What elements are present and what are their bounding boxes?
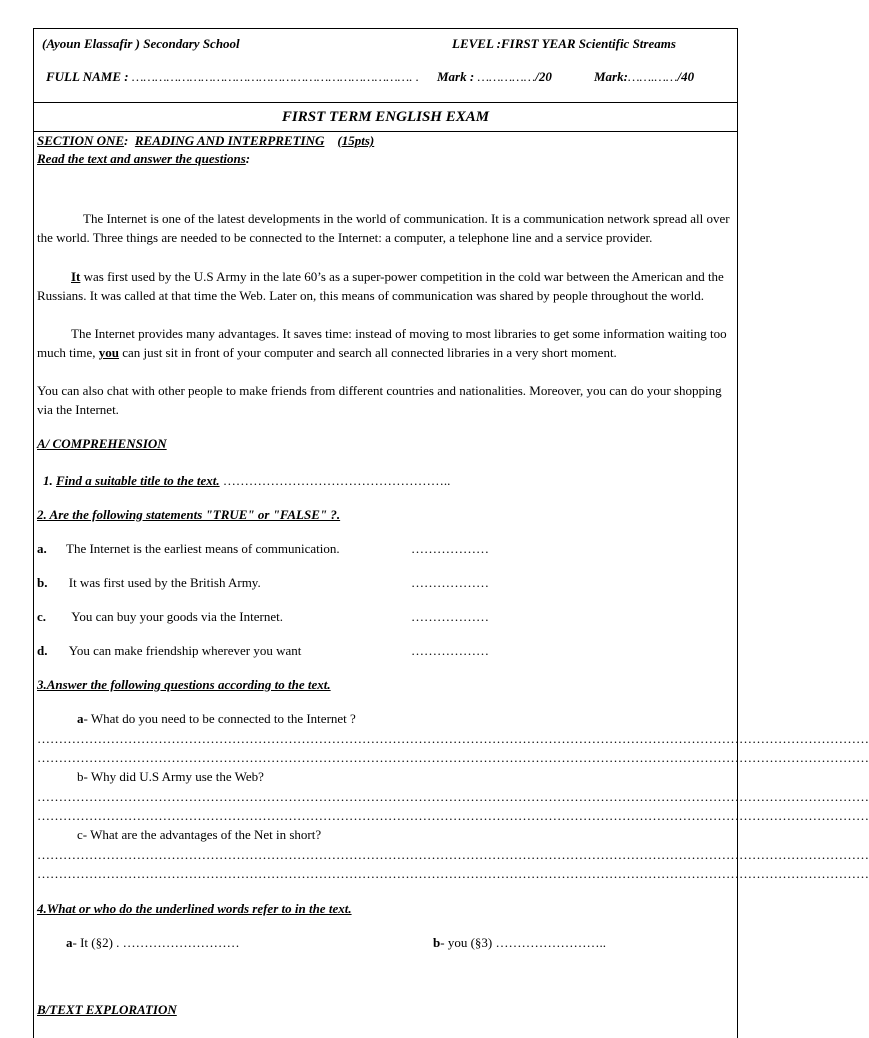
- paragraph-3-rest: can just sit in front of your computer and search all connected libraries in a very short moment.: [118, 345, 617, 360]
- section-one-label: SECTION ONE: [37, 133, 125, 148]
- section-one-name: READING AND INTERPRETING: [134, 133, 325, 148]
- level-info: LEVEL :FIRST YEAR Scientific Streams: [452, 36, 676, 51]
- statement-c: [37, 609, 283, 625]
- mark-20-label: Mark :: [437, 69, 475, 84]
- statement-b: [37, 575, 261, 591]
- question-3c: c- What are the advantages of the Net in short?: [77, 827, 322, 842]
- paragraph-3-start: The Internet provides many advantages. It saves time: instead of moving to most libraries to get some information waiting too much time,: [37, 326, 727, 360]
- question-3a-text: - What do you need to be connected to the Internet ?: [83, 711, 356, 726]
- exam-title: FIRST TERM ENGLISH EXAM: [281, 109, 490, 125]
- text-paragraph-2: [37, 267, 732, 305]
- instruction-colon: :: [245, 151, 251, 166]
- answer-line-3b-2[interactable]: …………………………………………………………………………………………………………………………………………………………………………: [37, 808, 869, 823]
- underlined-word-it: It: [71, 269, 81, 284]
- section-one-points: (15pts): [337, 133, 375, 148]
- answer-line-3a-2[interactable]: …………………………………………………………………………………………………………………………………………………………………………: [37, 750, 869, 765]
- question-1-number: 1.: [43, 473, 53, 488]
- statement-b-letter: b.: [37, 575, 48, 590]
- mark-20-total: /20: [535, 69, 552, 84]
- reference-a-letter: a: [66, 935, 73, 950]
- statement-b-answer[interactable]: ………………: [411, 575, 489, 590]
- statement-a-letter: a.: [37, 541, 47, 556]
- exam-title-bar: [34, 103, 737, 132]
- mark-40-label: Mark:: [594, 69, 628, 84]
- underlined-word-you: you: [98, 345, 119, 360]
- paragraph-2-text: was first used by the U.S Army in the late 60’s as a super-power competition in the cold war between the American and the Russians. It was called at that time the Web. Later on, this means of communication was shared by people throughout the world.: [37, 269, 724, 303]
- text-exploration-heading: B/TEXT EXPLORATION: [37, 1002, 177, 1017]
- question-4: 4.What or who do the underlined words refer to in the text.: [37, 901, 352, 916]
- question-2: 2. Are the following statements "TRUE" or "FALSE" ?.: [37, 507, 341, 522]
- question-1-text: Find a suitable title to the text.: [56, 473, 220, 488]
- instruction: [37, 151, 250, 167]
- statement-c-answer[interactable]: ………………: [411, 609, 489, 624]
- mark-40-field: [594, 69, 694, 85]
- instruction-text: Read the text and answer the questions: [37, 151, 246, 166]
- answer-line-3c-2[interactable]: …………………………………………………………………………………………………………………………………………………………………………: [37, 866, 869, 881]
- mark-40-total: /40: [677, 69, 695, 84]
- statement-d: [37, 643, 301, 659]
- statement-c-letter: c.: [37, 609, 47, 624]
- text-paragraph-3: [37, 324, 732, 362]
- question-3a: [77, 711, 356, 727]
- statement-a-text: The Internet is the earliest means of communication.: [66, 541, 340, 556]
- paragraph-1-text: The Internet is one of the latest developments in the world of communication. It is a communication network spread all over the world. Three things are needed to be connected to the Internet: a computer, a telephone line and a service provider.: [37, 211, 730, 245]
- reference-a: [66, 935, 240, 951]
- statement-a: [37, 541, 340, 557]
- statement-d-letter: d.: [37, 643, 48, 658]
- mark-20-dots: ……………: [477, 69, 536, 84]
- school-name: (Ayoun Elassafir ) Secondary School: [42, 36, 240, 51]
- answer-line-3c-1[interactable]: …………………………………………………………………………………………………………………………………………………………………………: [37, 847, 869, 862]
- full-name-dots: ………………………………………………………………. .: [131, 69, 419, 84]
- text-paragraph-4: [37, 381, 732, 419]
- question-1-answer[interactable]: ……………………………………………..: [222, 473, 451, 488]
- statement-d-answer[interactable]: ………………: [411, 643, 489, 658]
- reference-b-text[interactable]: - you (§3) ……………………..: [440, 935, 606, 950]
- statement-c-text: You can buy your goods via the Internet.: [71, 609, 283, 624]
- question-1: [43, 473, 450, 489]
- comprehension-heading: A/ COMPREHENSION: [37, 436, 167, 451]
- section-one-colon: :: [124, 133, 129, 148]
- mark-40-dots: …….……: [627, 69, 678, 84]
- answer-line-3b-1[interactable]: …………………………………………………………………………………………………………………………………………………………………………: [37, 789, 869, 804]
- mark-20-field: [437, 69, 552, 85]
- full-name-label: FULL NAME :: [46, 69, 129, 84]
- paragraph-4-text: You can also chat with other people to make friends from different countries and nationalities. Moreover, you can do your shopping via the Internet.: [37, 383, 722, 417]
- statement-d-text: You can make friendship wherever you want: [68, 643, 302, 658]
- reference-b: [433, 935, 606, 951]
- statement-a-answer[interactable]: ………………: [411, 541, 489, 556]
- exam-sheet: [33, 28, 869, 1038]
- text-paragraph-1: [37, 209, 732, 247]
- statement-b-text: It was first used by the British Army.: [68, 575, 261, 590]
- reference-a-text[interactable]: - It (§2) . ………………………: [72, 935, 240, 950]
- exam-header: [34, 29, 737, 103]
- question-3b: b- Why did U.S Army use the Web?: [77, 769, 264, 784]
- section-one-heading: [37, 133, 374, 149]
- answer-line-3a-1[interactable]: …………………………………………………………………………………………………………………………………………………………………………: [37, 731, 869, 746]
- reference-b-letter: b: [433, 935, 441, 950]
- question-3: 3.Answer the following questions according to the text.: [37, 677, 331, 692]
- question-3a-letter: a: [77, 711, 84, 726]
- full-name-field[interactable]: [46, 69, 419, 85]
